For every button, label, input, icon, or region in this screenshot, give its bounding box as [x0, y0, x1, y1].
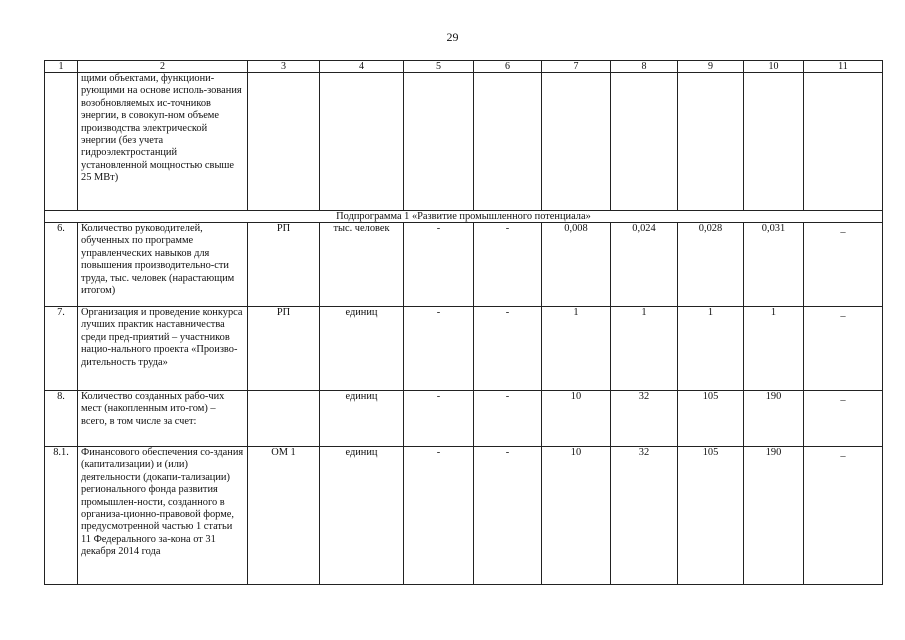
- value-cell: [611, 73, 678, 211]
- source-cell: [248, 73, 320, 211]
- value-cell: 1: [611, 307, 678, 391]
- value-cell: _: [804, 391, 883, 447]
- value-cell: 1: [744, 307, 804, 391]
- column-header: 5: [404, 61, 474, 73]
- unit-cell: единиц: [320, 391, 404, 447]
- value-cell: 0,024: [611, 223, 678, 307]
- row-number: 8.: [45, 391, 78, 447]
- value-cell: -: [474, 447, 542, 585]
- source-cell: РП: [248, 223, 320, 307]
- value-cell: 105: [678, 447, 744, 585]
- value-cell: 0,031: [744, 223, 804, 307]
- value-cell: [678, 73, 744, 211]
- column-header: 1: [45, 61, 78, 73]
- row-number: [45, 73, 78, 211]
- column-header: 7: [542, 61, 611, 73]
- value-cell: 0,028: [678, 223, 744, 307]
- column-header: 9: [678, 61, 744, 73]
- value-cell: -: [474, 223, 542, 307]
- source-cell: [248, 391, 320, 447]
- value-cell: _: [804, 223, 883, 307]
- column-header: 3: [248, 61, 320, 73]
- indicator-description: Количество руководителей, обученных по программе управленческих навыков для повышения производительно-сти труда, тыс. человек (нарастающим итогом): [78, 223, 248, 307]
- table-row: [45, 447, 883, 585]
- value-cell: 1: [678, 307, 744, 391]
- value-cell: 10: [542, 447, 611, 585]
- row-number: 7.: [45, 307, 78, 391]
- value-cell: 0,008: [542, 223, 611, 307]
- source-cell: ОМ 1: [248, 447, 320, 585]
- indicator-description: Организация и проведение конкурса лучших практик наставничества среди пред-приятий – участников нацио-нального проекта «Произво-дительность труда»: [78, 307, 248, 391]
- value-cell: 32: [611, 391, 678, 447]
- value-cell: [744, 73, 804, 211]
- indicator-description: щими объектами, функциони-рующими на основе исполь-зования возобновляемых ис-точников энергии, в совокуп-ном объеме производства электрической энергии (без учета гидроэлектростанций установленной мощностью свыше 25 МВт): [78, 73, 248, 211]
- unit-cell: единиц: [320, 447, 404, 585]
- value-cell: -: [404, 223, 474, 307]
- subprogram-row: [45, 211, 883, 223]
- value-cell: -: [404, 307, 474, 391]
- value-cell: [804, 73, 883, 211]
- value-cell: [542, 73, 611, 211]
- value-cell: 10: [542, 391, 611, 447]
- table-row: [45, 391, 883, 447]
- column-header: 4: [320, 61, 404, 73]
- unit-cell: тыс. человек: [320, 223, 404, 307]
- row-number: 8.1.: [45, 447, 78, 585]
- page-number: 29: [446, 30, 459, 44]
- source-cell: РП: [248, 307, 320, 391]
- value-cell: [404, 73, 474, 211]
- column-header: 11: [804, 61, 883, 73]
- value-cell: -: [404, 447, 474, 585]
- column-header: 10: [744, 61, 804, 73]
- value-cell: 32: [611, 447, 678, 585]
- value-cell: [474, 73, 542, 211]
- indicators-table: [44, 60, 883, 585]
- column-header: 2: [78, 61, 248, 73]
- unit-cell: единиц: [320, 307, 404, 391]
- table-row: [45, 307, 883, 391]
- indicator-description: Финансового обеспечения со-здания (капитализации) и (или) деятельности (докапи-тализации) регионального фонда развития промышлен-ности, созданного в организа-ционно-правовой форме, предусмотренной частью 1 статьи 11 Федерального за-кона от 31 декабря 2014 года: [78, 447, 248, 585]
- value-cell: -: [474, 307, 542, 391]
- value-cell: -: [404, 391, 474, 447]
- value-cell: 190: [744, 447, 804, 585]
- value-cell: _: [804, 307, 883, 391]
- subprogram-title: Подпрограмма 1 «Развитие промышленного потенциала»: [45, 211, 883, 223]
- value-cell: 1: [542, 307, 611, 391]
- column-header: 8: [611, 61, 678, 73]
- value-cell: _: [804, 447, 883, 585]
- unit-cell: [320, 73, 404, 211]
- table-row-continued: [45, 73, 883, 211]
- column-header: 6: [474, 61, 542, 73]
- indicator-description: Количество созданных рабо-чих мест (накопленным ито-гом) – всего, в том числе за счет:: [78, 391, 248, 447]
- value-cell: 105: [678, 391, 744, 447]
- column-numbers-row: [45, 61, 883, 73]
- value-cell: 190: [744, 391, 804, 447]
- table-row: [45, 223, 883, 307]
- value-cell: -: [474, 391, 542, 447]
- row-number: 6.: [45, 223, 78, 307]
